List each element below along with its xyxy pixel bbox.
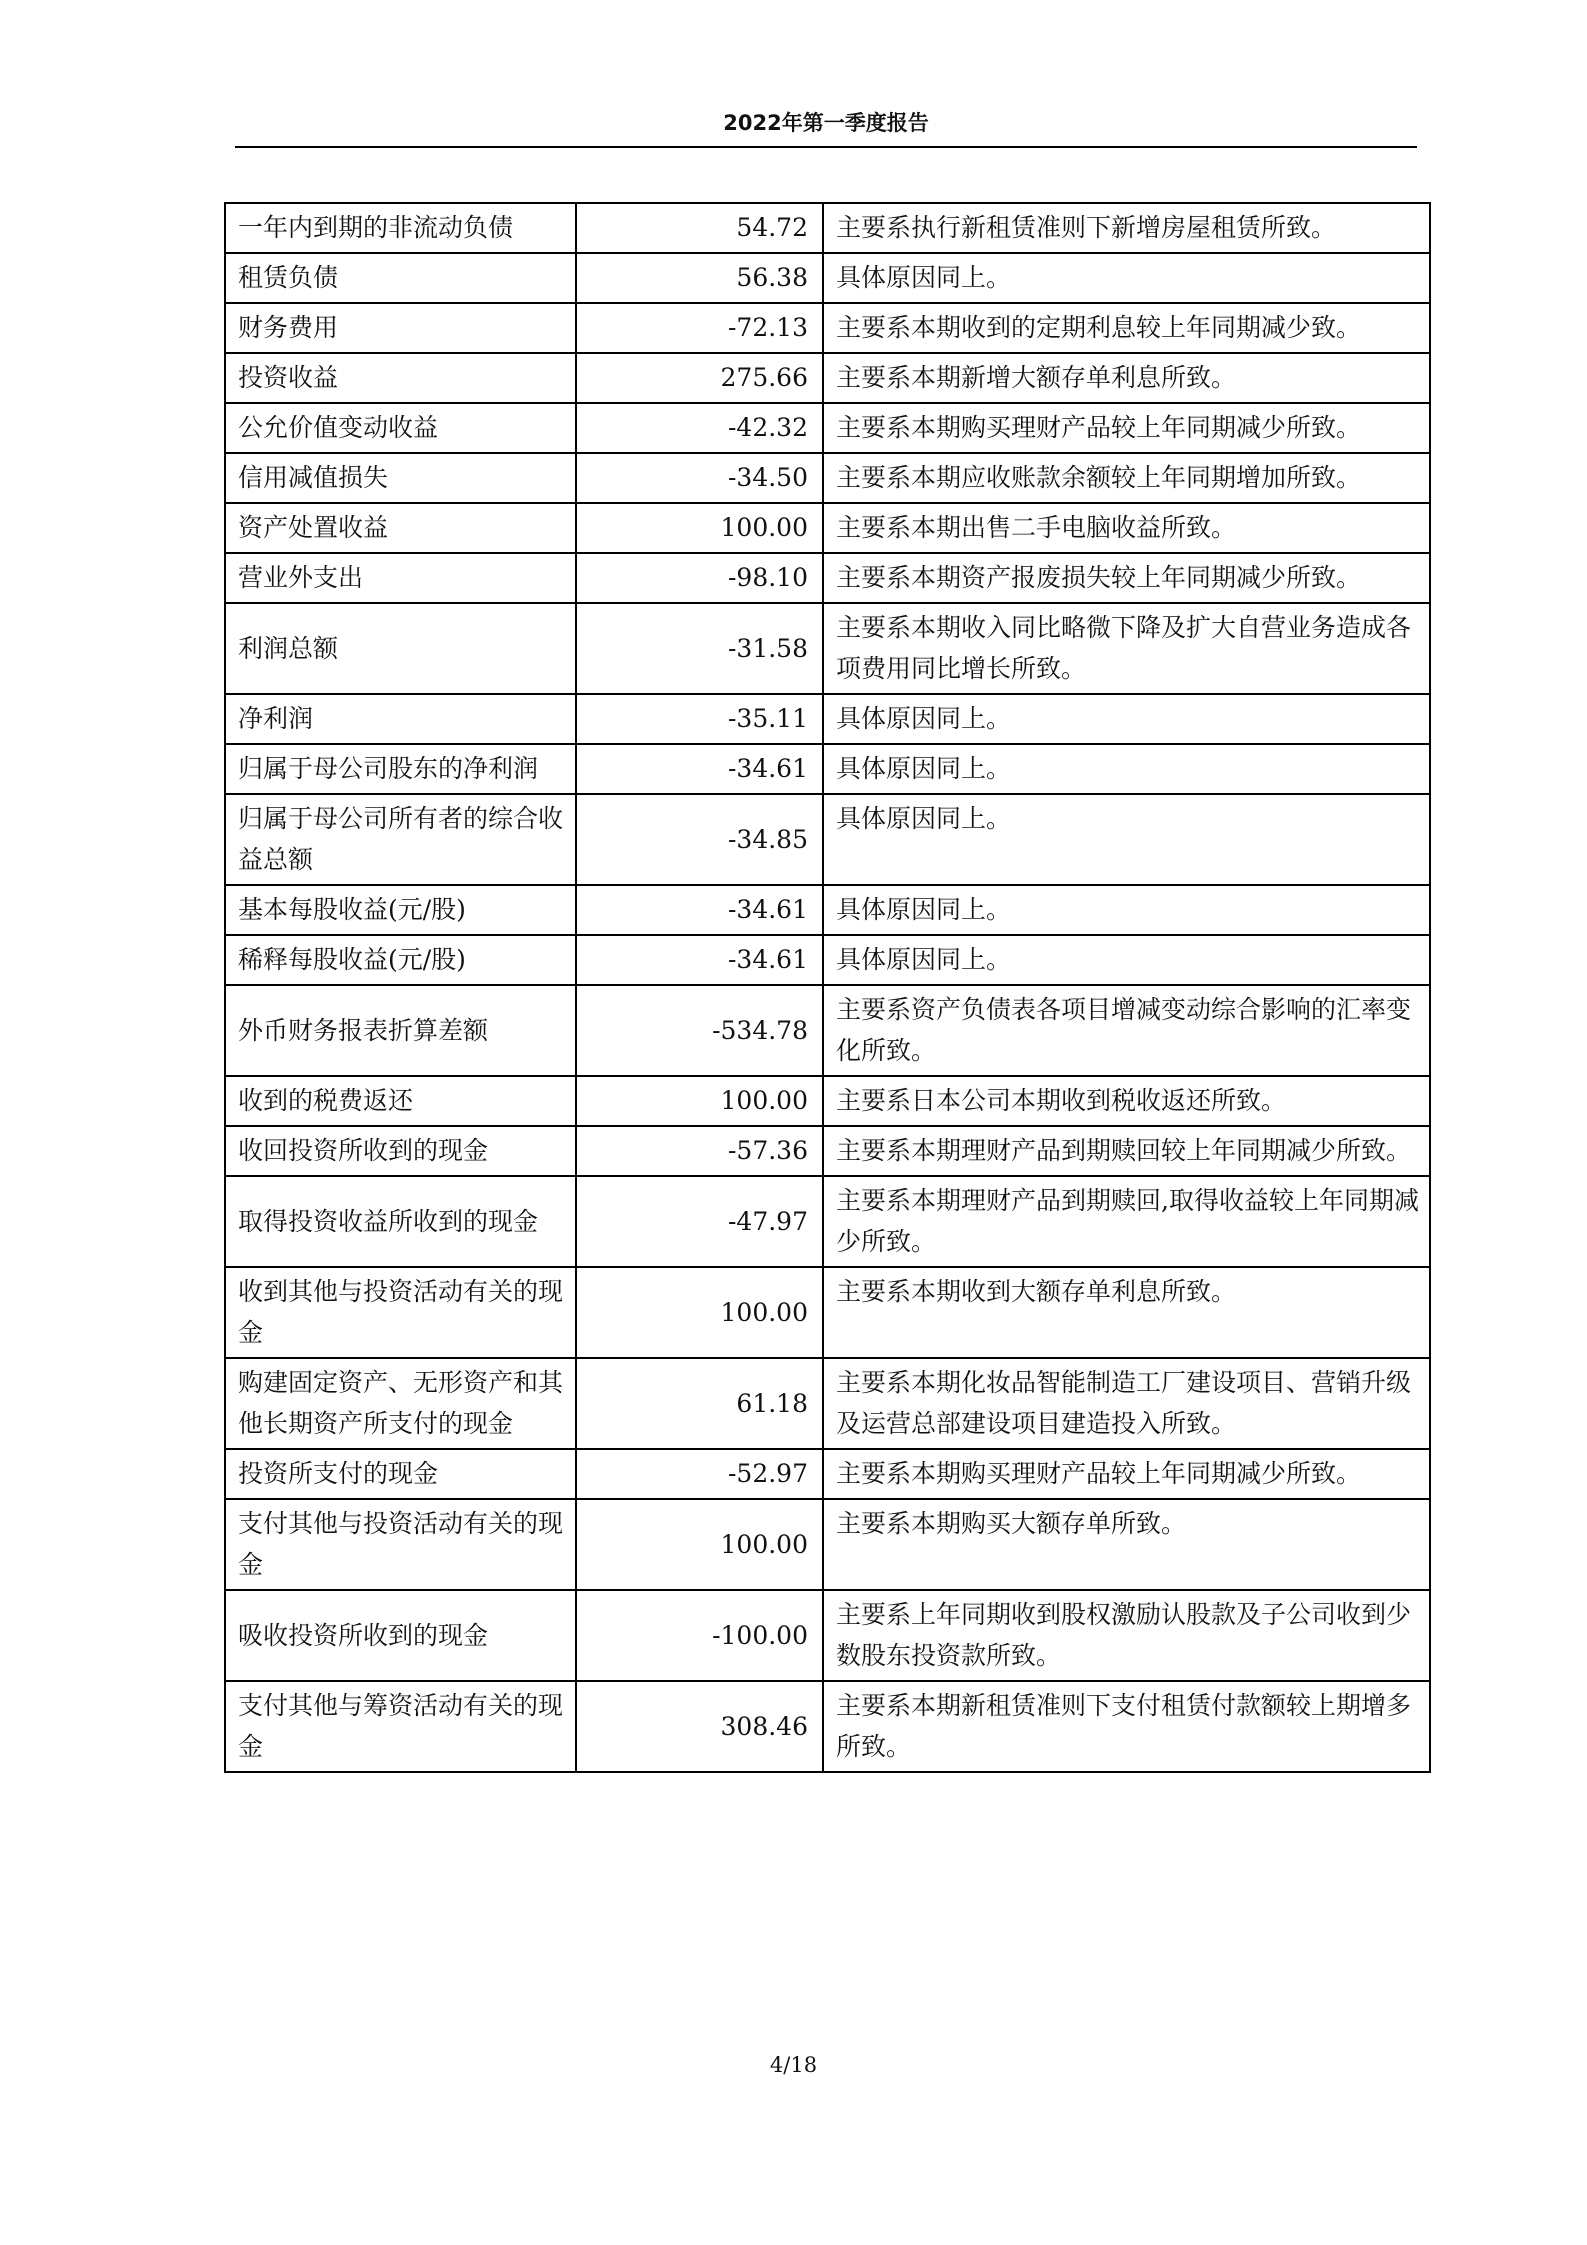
item-name-cell: 归属于母公司股东的净利润 [225, 744, 576, 794]
change-ratio-cell: -534.78 [576, 985, 823, 1076]
change-ratio-cell: -57.36 [576, 1126, 823, 1176]
table-row [225, 303, 1430, 353]
table-row [225, 1499, 1430, 1590]
reason-cell: 具体原因同上。 [823, 794, 1430, 885]
header-divider [235, 146, 1417, 148]
change-ratio-cell: 100.00 [576, 1499, 823, 1590]
table-row [225, 794, 1430, 885]
item-name-cell: 支付其他与投资活动有关的现金 [225, 1499, 576, 1590]
item-name-cell: 投资所支付的现金 [225, 1449, 576, 1499]
change-ratio-cell: -34.61 [576, 744, 823, 794]
reason-cell: 主要系资产负债表各项目增减变动综合影响的汇率变化所致。 [823, 985, 1430, 1076]
table-row [225, 935, 1430, 985]
table-body [225, 203, 1430, 1772]
reason-cell: 主要系本期出售二手电脑收益所致。 [823, 503, 1430, 553]
change-explanation-table [224, 202, 1431, 1773]
table-row [225, 453, 1430, 503]
change-ratio-cell: 308.46 [576, 1681, 823, 1772]
reason-cell: 具体原因同上。 [823, 694, 1430, 744]
item-name-cell: 投资收益 [225, 353, 576, 403]
item-name-cell: 净利润 [225, 694, 576, 744]
table-row [225, 1267, 1430, 1358]
change-ratio-cell: -34.50 [576, 453, 823, 503]
item-name-cell: 稀释每股收益(元/股) [225, 935, 576, 985]
reason-cell: 主要系本期购买大额存单所致。 [823, 1499, 1430, 1590]
change-ratio-cell: 275.66 [576, 353, 823, 403]
table-row [225, 503, 1430, 553]
change-ratio-cell: -34.61 [576, 885, 823, 935]
item-name-cell: 归属于母公司所有者的综合收益总额 [225, 794, 576, 885]
reason-cell: 主要系本期理财产品到期赎回,取得收益较上年同期减少所致。 [823, 1176, 1430, 1267]
item-name-cell: 收到的税费返还 [225, 1076, 576, 1126]
change-ratio-cell: -52.97 [576, 1449, 823, 1499]
item-name-cell: 取得投资收益所收到的现金 [225, 1176, 576, 1267]
change-ratio-cell: 100.00 [576, 1076, 823, 1126]
change-ratio-cell: -72.13 [576, 303, 823, 353]
reason-cell: 主要系本期理财产品到期赎回较上年同期减少所致。 [823, 1126, 1430, 1176]
reason-cell: 具体原因同上。 [823, 885, 1430, 935]
item-name-cell: 财务费用 [225, 303, 576, 353]
change-ratio-cell: 54.72 [576, 203, 823, 253]
table-row [225, 603, 1430, 694]
item-name-cell: 一年内到期的非流动负债 [225, 203, 576, 253]
change-ratio-cell: -35.11 [576, 694, 823, 744]
table-row [225, 403, 1430, 453]
change-ratio-cell: -34.61 [576, 935, 823, 985]
reason-cell: 主要系本期资产报废损失较上年同期减少所致。 [823, 553, 1430, 603]
reason-cell: 具体原因同上。 [823, 253, 1430, 303]
change-ratio-cell: 61.18 [576, 1358, 823, 1449]
reason-cell: 主要系本期应收账款余额较上年同期增加所致。 [823, 453, 1430, 503]
change-ratio-cell: -100.00 [576, 1590, 823, 1681]
table-row [225, 885, 1430, 935]
table-row [225, 1590, 1430, 1681]
change-ratio-cell: -98.10 [576, 553, 823, 603]
reason-cell: 主要系本期收到大额存单利息所致。 [823, 1267, 1430, 1358]
table-row [225, 1176, 1430, 1267]
item-name-cell: 吸收投资所收到的现金 [225, 1590, 576, 1681]
page-header-title: 2022年第一季度报告 [723, 111, 929, 135]
reason-cell: 主要系本期收到的定期利息较上年同期减少致。 [823, 303, 1430, 353]
reason-cell: 主要系上年同期收到股权激励认股款及子公司收到少数股东投资款所致。 [823, 1590, 1430, 1681]
reason-cell: 主要系本期新租赁准则下支付租赁付款额较上期增多所致。 [823, 1681, 1430, 1772]
item-name-cell: 外币财务报表折算差额 [225, 985, 576, 1076]
item-name-cell: 收到其他与投资活动有关的现金 [225, 1267, 576, 1358]
item-name-cell: 资产处置收益 [225, 503, 576, 553]
table-row [225, 553, 1430, 603]
page-number: 4/18 [769, 2053, 818, 2077]
table-row [225, 353, 1430, 403]
table-row [225, 1076, 1430, 1126]
item-name-cell: 购建固定资产、无形资产和其他长期资产所支付的现金 [225, 1358, 576, 1449]
change-ratio-cell: 100.00 [576, 503, 823, 553]
reason-cell: 具体原因同上。 [823, 744, 1430, 794]
change-ratio-cell: -42.32 [576, 403, 823, 453]
table-row [225, 985, 1430, 1076]
reason-cell: 主要系本期收入同比略微下降及扩大自营业务造成各项费用同比增长所致。 [823, 603, 1430, 694]
item-name-cell: 收回投资所收到的现金 [225, 1126, 576, 1176]
change-ratio-cell: 100.00 [576, 1267, 823, 1358]
table-row [225, 744, 1430, 794]
table-row [225, 694, 1430, 744]
change-ratio-cell: -31.58 [576, 603, 823, 694]
item-name-cell: 营业外支出 [225, 553, 576, 603]
table-row [225, 1126, 1430, 1176]
reason-cell: 主要系执行新租赁准则下新增房屋租赁所致。 [823, 203, 1430, 253]
change-ratio-cell: -34.85 [576, 794, 823, 885]
table-row [225, 1358, 1430, 1449]
table-row [225, 203, 1430, 253]
table-row [225, 1449, 1430, 1499]
reason-cell: 具体原因同上。 [823, 935, 1430, 985]
reason-cell: 主要系本期化妆品智能制造工厂建设项目、营销升级及运营总部建设项目建造投入所致。 [823, 1358, 1430, 1449]
item-name-cell: 信用减值损失 [225, 453, 576, 503]
table-row [225, 1681, 1430, 1772]
item-name-cell: 租赁负债 [225, 253, 576, 303]
change-ratio-cell: 56.38 [576, 253, 823, 303]
reason-cell: 主要系本期新增大额存单利息所致。 [823, 353, 1430, 403]
table-row [225, 253, 1430, 303]
change-ratio-cell: -47.97 [576, 1176, 823, 1267]
reason-cell: 主要系本期购买理财产品较上年同期减少所致。 [823, 1449, 1430, 1499]
item-name-cell: 公允价值变动收益 [225, 403, 576, 453]
item-name-cell: 基本每股收益(元/股) [225, 885, 576, 935]
reason-cell: 主要系本期购买理财产品较上年同期减少所致。 [823, 403, 1430, 453]
item-name-cell: 支付其他与筹资活动有关的现金 [225, 1681, 576, 1772]
reason-cell: 主要系日本公司本期收到税收返还所致。 [823, 1076, 1430, 1126]
item-name-cell: 利润总额 [225, 603, 576, 694]
